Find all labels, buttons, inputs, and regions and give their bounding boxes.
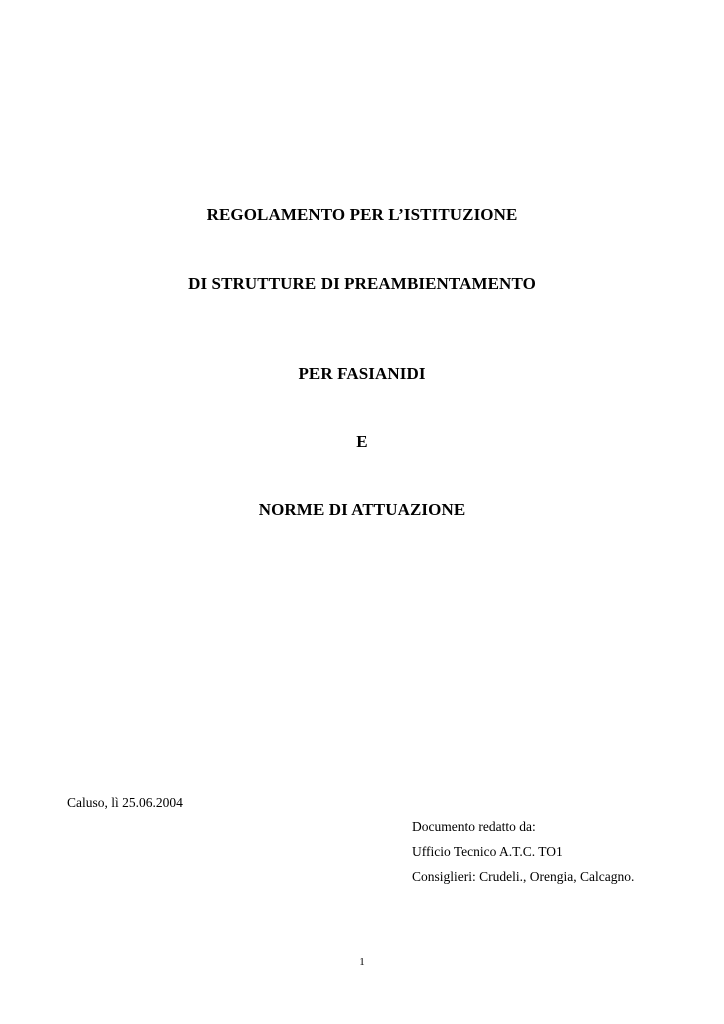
title-line-3: PER FASIANIDI — [298, 364, 426, 383]
title-line-2: DI STRUTTURE DI PREAMBIENTAMENTO — [188, 274, 536, 293]
title-line-1: REGOLAMENTO PER L’ISTITUZIONE — [206, 205, 518, 224]
authors-office: Ufficio Tecnico A.T.C. TO1 — [412, 844, 563, 859]
authors-heading: Documento redatto da: — [412, 819, 536, 834]
title-line-4: E — [356, 432, 368, 451]
authors-block — [412, 819, 634, 894]
authors-councillors: Consiglieri: Crudeli., Orengia, Calcagno. — [412, 869, 635, 884]
page-number: 1 — [359, 956, 365, 968]
title-line-5: NORME DI ATTUAZIONE — [258, 500, 466, 519]
place-date: Caluso, lì 25.06.2004 — [67, 795, 183, 810]
